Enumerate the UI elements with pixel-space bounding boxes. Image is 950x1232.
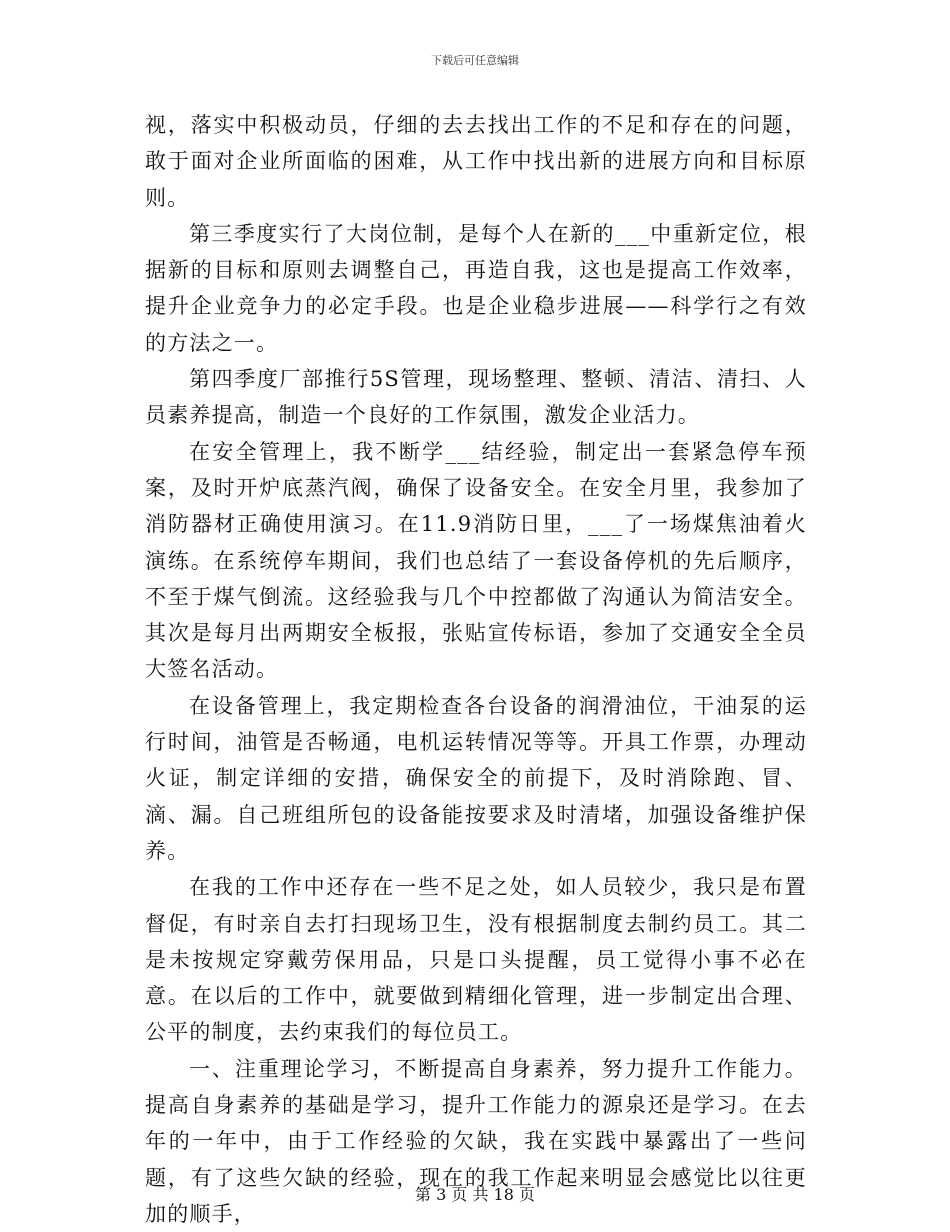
page-number: 第 3 页 共 18 页 [415,1185,535,1204]
paragraph-6: 在我的工作中还存在一些不足之处，如人员较少，我只是布置督促，有时亲自去打扫现场卫生，没有根据制度去制约员工。其二是未按规定穿戴劳保用品，只是口头提醒，员工觉得小事不必在意。在以后的工作中，就要做到精细化管理，进一步制定出合理、公平的制度，去约束我们的每位员工。 [145,875,807,1045]
paragraph-7: 一、注重理论学习，不断提高自身素养，努力提升工作能力。提高自身素养的基础是学习，提升工作能力的源泉还是学习。在去年的一年中，由于工作经验的欠缺，我在实践中暴露出了一些问题，有了这些欠缺的经验，现在的我工作起来明显会感觉比以往更加的顺手， [145,1056,807,1226]
document-body [145,107,807,1232]
paragraph-2: 第三季度实行了大岗位制，是每个人在新的___中重新定位，根据新的目标和原则去调整自己，再造自我，这也是提高工作效率，提升企业竞争力的必定手段。也是企业稳步进展——科学行之有效的方法之一。 [145,221,807,355]
paragraph-4: 在安全管理上，我不断学___结经验，制定出一套紧急停车预案，及时开炉底蒸汽阀，确保了设备安全。在安全月里，我参加了消防器材正确使用演习。在11.9消防日里，___了一场煤焦油着火演练。在系统停车期间，我们也总结了一套设备停机的先后顺序，不至于煤气倒流。这经验我与几个中控都做了沟通认为简洁安全。其次是每月出两期安全板报，张贴宣传标语，参加了交通安全全员大签名活动。 [145,439,807,682]
paragraph-5: 在设备管理上，我定期检查各台设备的润滑油位，干油泵的运行时间，油管是否畅通，电机运转情况等等。开具工作票，办理动火证，制定详细的安措，确保安全的前提下，及时消除跑、冒、滴、漏。自己班组所包的设备能按要求及时清堵，加强设备维护保养。 [145,693,807,863]
paragraph-3: 第四季度厂部推行5S管理，现场整理、整顿、清洁、清扫、人员素养提高，制造一个良好的工作氛围，激发企业活力。 [145,367,807,428]
page-header-note: 下载后可任意编辑 [431,54,519,67]
paragraph-1: 视，落实中积极动员，仔细的去去找出工作的不足和存在的问题，敢于面对企业所面临的困难，从工作中找出新的进展方向和目标原则。 [145,113,807,210]
